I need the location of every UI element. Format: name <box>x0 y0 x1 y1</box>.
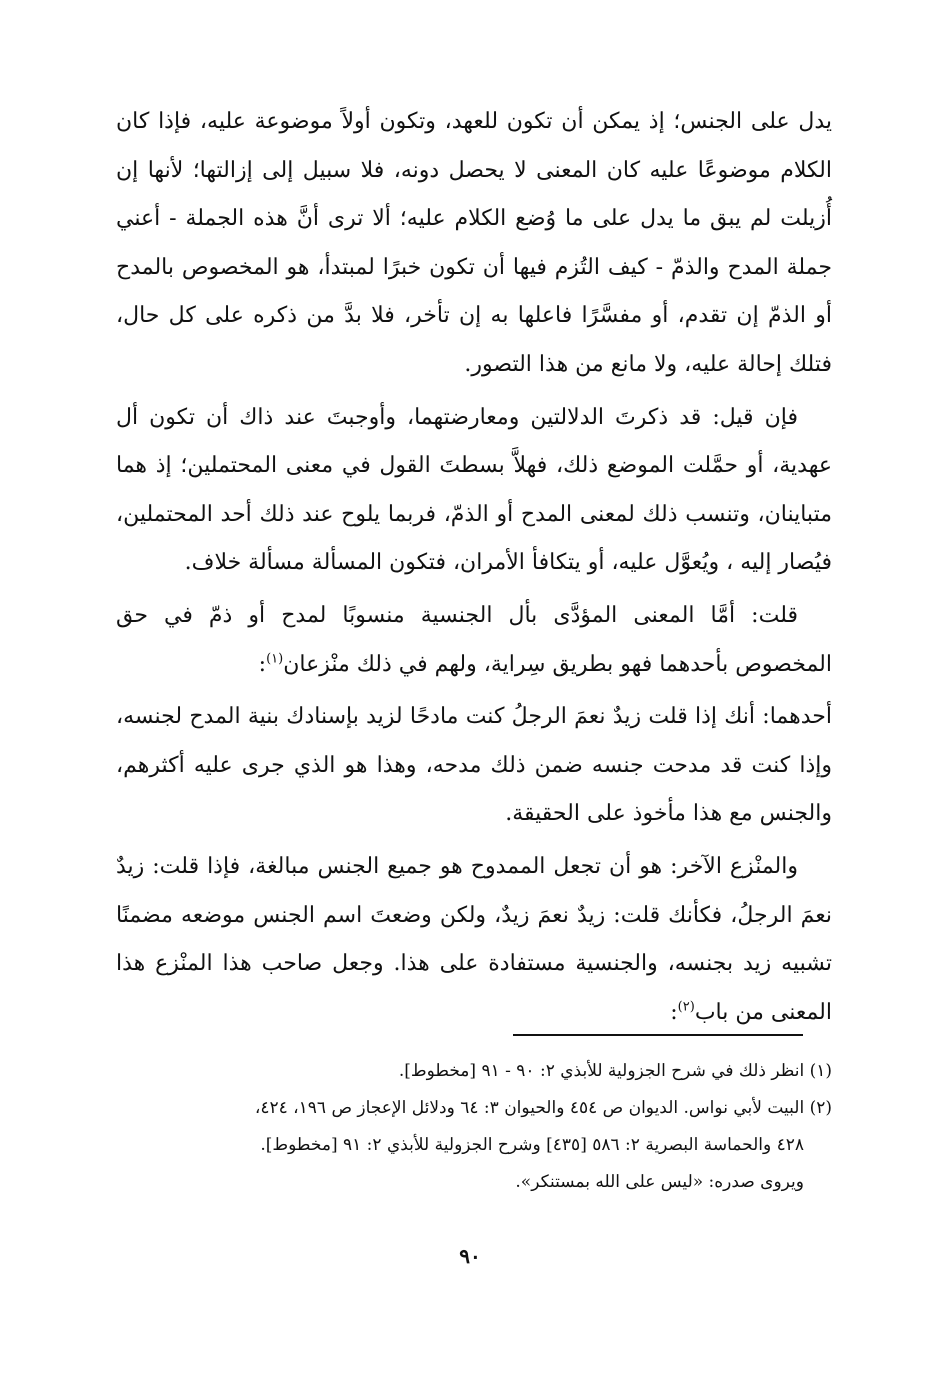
page-number: ٩٠ <box>459 1244 481 1268</box>
main-text <box>116 98 832 1037</box>
footnote-1: (١) انظر ذلك في شرح الجزولية للأبذي ٢: ٩٠ - ٩١ [مخطوط]. <box>398 1061 832 1081</box>
footnote-ref-1: (١) <box>266 651 284 667</box>
paragraph-2: فإن قيل: قد ذكرتَ الدلالتين ومعارضتهما، وأوجبتَ عند ذاك أن تكون أل عهدية، أو حمَّلت الموضع ذلك، فهلاَّ بسطتَ القول في معنى المحتملين؛ إذ هما متباينان، وتنسب ذلك لمعنى المدح أو الذمّ، فربما يلوح عند ذلك أحد المحتملين، فيُصار إليه ، ويُعوَّل عليه، أو يتكافأ الأمران، فتكون المسألة مسألة خلاف. <box>116 404 832 576</box>
paragraph-3 <box>116 592 832 689</box>
paragraph-3-text: قلت: أمَّا المعنى المؤدَّى بأل الجنسية منسوبًا لمدح أو ذمّ في حق المخصوص بأحدهما فهو بطريق سِراية، ولهم في ذلك منْزعان <box>116 602 832 677</box>
paragraph-5 <box>116 843 832 1037</box>
footnote-2-line-2: ٤٢٨ والحماسة البصرية ٢: ٥٨٦ [٤٣٥] وشرح الجزولية للأبذي ٢: ٩١ [مخطوط]. <box>260 1135 804 1155</box>
paragraph-5-text: والمنْزع الآخر: هو أن تجعل الممدوح هو جميع الجنس مبالغة، فإذا قلت: زيدٌ نعمَ الرجلُ، فكأنك قلت: زيدٌ نعمَ زيدٌ، ولكن وضعتَ اسم الجنس موضعه مضمنًا تشبيه زيد بجنسه، والجنسية مستفادة على هذا. وجعل صاحب هذا المنْزع هذا المعنى من باب <box>116 853 832 1025</box>
footnote-divider <box>513 1034 803 1036</box>
paragraph-1: يدل على الجنس؛ إذ يمكن أن تكون للعهد، وتكون أولاً موضوعة عليه، فإذا كان الكلام موضوعًا عليه كان المعنى لا يحصل دونه، فلا سبيل إلى إزالتها؛ لأنها إن أُزيلت لم يبق ما يدل على ما وُضع الكلام عليه؛ ألا ترى أنَّ هذه الجملة - أعني جملة المدح والذمّ - كيف التُزم فيها أن تكون خبرًا لمبتدأ، هو المخصوص بالمدح أو الذمّ إن تقدم، أو مفسَّرًا فاعلها به إن تأخر، فلا بدَّ من ذكره على كل حال، فتلك إحالة عليه، ولا مانع من هذا التصور. <box>116 109 832 377</box>
footnote-2-line-1: (٢) البيت لأبي نواس. الديوان ص ٤٥٤ والحيوان ٣: ٦٤ ودلائل الإعجاز ص ١٩٦، ٤٢٤، <box>254 1098 832 1118</box>
footnotes <box>116 1053 832 1201</box>
paragraph-5-end: : <box>670 999 678 1025</box>
footnote-2-line-3: ويروى صدره: «ليس على الله بمستنكر». <box>515 1172 804 1192</box>
paragraph-3-end: : <box>258 651 267 677</box>
footnote-ref-2: (٢) <box>677 999 695 1015</box>
paragraph-4: أحدهما: أنك إذا قلت زيدٌ نعمَ الرجلُ كنت مادحًا لزيد بإسنادك بنية المدح لجنسه، وإذا كنت قد مدحت جنسه ضمن ذلك مدحه، وهذا هو الذي جرى عليه أكثرهم، والجنس مع هذا مأخوذ على الحقيقة. <box>116 704 832 827</box>
